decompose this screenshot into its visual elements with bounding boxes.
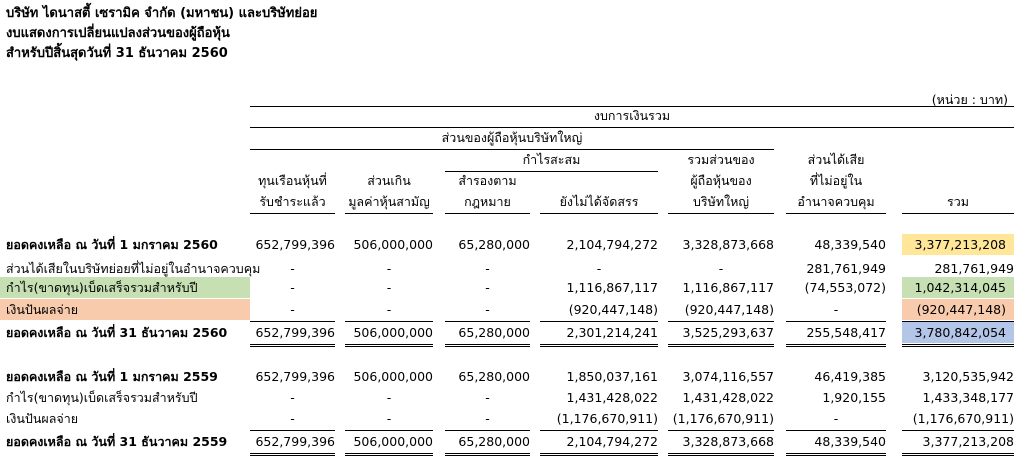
cell-legal-reserve: - <box>485 390 490 405</box>
column-header-paid-up-capital-line: รับชำระแล้ว <box>259 194 326 209</box>
column-header-parent-equity-total-line: รวมส่วนของ <box>687 152 755 167</box>
subtotal-rule <box>786 321 886 322</box>
column-header-non-controlling-interest-line: ที่ไม่อยู่ใน <box>809 173 863 188</box>
cell-parent-equity-total: 3,328,873,668 <box>682 237 774 252</box>
table-row <box>0 258 1024 279</box>
row-label: ยอดคงเหลือ ณ วันที่ 31 ธันวาคม 2560 <box>6 325 228 340</box>
subtotal-rule <box>540 321 658 322</box>
total-double-rule <box>902 453 1014 456</box>
cell-legal-reserve: 65,280,000 <box>458 369 530 384</box>
cell-paid-up-capital: - <box>290 280 295 295</box>
period-title: สำหรับปีสิ้นสุดวันที่ 31 ธันวาคม 2560 <box>6 46 228 61</box>
subtotal-rule <box>540 430 658 431</box>
cell-total: 281,761,949 <box>934 261 1014 276</box>
cell-share-premium: 506,000,000 <box>353 325 433 340</box>
table-row <box>0 234 1024 255</box>
cell-legal-reserve: - <box>485 280 490 295</box>
cell-total: 3,377,213,208 <box>902 234 1014 255</box>
total-double-rule <box>668 453 774 456</box>
total-double-rule <box>250 344 335 347</box>
cell-total: 3,780,842,054 <box>902 322 1014 343</box>
cell-legal-reserve: 65,280,000 <box>458 325 530 340</box>
cell-paid-up-capital: - <box>290 411 295 426</box>
group-header-consolidated: งบการเงินรวม <box>593 108 671 123</box>
subtotal-rule <box>668 430 774 431</box>
cell-unappropriated: 2,301,214,241 <box>566 325 658 340</box>
row-label: ยอดคงเหลือ ณ วันที่ 1 มกราคม 2560 <box>6 237 218 252</box>
row-label: เงินปันผลจ่าย <box>0 299 250 320</box>
subtotal-rule <box>668 321 774 322</box>
total-double-rule <box>250 453 335 456</box>
cell-unappropriated: 2,104,794,272 <box>566 237 658 252</box>
table-row <box>0 366 1024 387</box>
column-header-paid-up-capital-line: ทุนเรือนหุ้นที่ <box>258 173 327 188</box>
row-label: กำไร(ขาดทุน)เบ็ดเสร็จรวมสำหรับปี <box>0 277 250 298</box>
cell-non-controlling-interest: - <box>833 302 839 317</box>
row-label: ยอดคงเหลือ ณ วันที่ 31 ธันวาคม 2559 <box>6 434 228 449</box>
cell-paid-up-capital: - <box>290 302 295 317</box>
column-header-legal-reserve-line: สำรองตาม <box>458 173 517 188</box>
cell-parent-equity-total: 1,431,428,022 <box>682 390 774 405</box>
column-header-parent-equity-total-line: ผู้ถือหุ้นของ <box>690 173 752 188</box>
column-header-rule <box>786 213 886 214</box>
column-header-rule <box>902 213 1014 214</box>
rule-consolidated <box>250 106 1014 107</box>
cell-share-premium: - <box>386 261 392 276</box>
cell-share-premium: - <box>386 411 392 426</box>
cell-non-controlling-interest: 1,920,155 <box>822 390 886 405</box>
cell-share-premium: 506,000,000 <box>353 434 433 449</box>
table-row <box>0 387 1024 408</box>
cell-share-premium: 506,000,000 <box>353 237 433 252</box>
cell-paid-up-capital: - <box>290 390 295 405</box>
column-header-share-premium-line: มูลค่าหุ้นสามัญ <box>348 194 430 209</box>
cell-paid-up-capital: - <box>290 261 295 276</box>
cell-legal-reserve: 65,280,000 <box>458 434 530 449</box>
cell-unappropriated: 1,116,867,117 <box>566 280 658 295</box>
table-row <box>0 299 1024 320</box>
subtotal-rule <box>786 430 886 431</box>
cell-legal-reserve: - <box>485 411 490 426</box>
row-label: กำไร(ขาดทุน)เบ็ดเสร็จรวมสำหรับปี <box>6 390 198 405</box>
column-header-unappropriated-line: ยังไม่ได้จัดสรร <box>559 194 639 209</box>
total-double-rule <box>786 453 886 456</box>
column-header-rule <box>540 213 658 214</box>
total-double-rule <box>345 453 433 456</box>
column-header-share-premium-line: ส่วนเกิน <box>367 173 411 188</box>
cell-total: (920,447,148) <box>902 299 1014 320</box>
column-header-rule <box>668 213 774 214</box>
subtotal-rule <box>445 430 530 431</box>
cell-paid-up-capital: 652,799,396 <box>255 369 335 384</box>
total-double-rule <box>668 344 774 347</box>
subtotal-rule <box>250 430 335 431</box>
cell-share-premium: - <box>386 302 392 317</box>
cell-non-controlling-interest: 48,339,540 <box>814 434 886 449</box>
cell-paid-up-capital: 652,799,396 <box>255 434 335 449</box>
cell-non-controlling-interest: 281,761,949 <box>806 261 886 276</box>
cell-unappropriated: 1,431,428,022 <box>566 390 658 405</box>
report-header <box>6 4 317 64</box>
cell-unappropriated: 2,104,794,272 <box>566 434 658 449</box>
column-header-rule <box>445 213 530 214</box>
table-row <box>0 322 1024 343</box>
total-double-rule <box>540 453 658 456</box>
column-header-rule <box>250 213 335 214</box>
cell-non-controlling-interest: - <box>833 411 839 426</box>
cell-parent-equity-total: - <box>718 261 724 276</box>
table-row <box>0 277 1024 298</box>
subtotal-rule <box>902 430 1014 431</box>
group-header-retained-earnings: กำไรสะสม <box>522 152 581 167</box>
subtotal-rule <box>902 321 1014 322</box>
cell-total: 1,042,314,045 <box>902 277 1014 298</box>
statement-title: งบแสดงการเปลี่ยนแปลงส่วนของผู้ถือหุ้น <box>6 26 230 41</box>
cell-parent-equity-total: 3,074,116,557 <box>682 369 774 384</box>
cell-legal-reserve: - <box>485 261 490 276</box>
table-row <box>0 431 1024 452</box>
cell-total: (1,176,670,911) <box>912 411 1014 426</box>
cell-unappropriated: - <box>596 261 602 276</box>
unit-label: (หน่วย : บาท) <box>931 92 1008 107</box>
total-double-rule <box>902 344 1014 347</box>
cell-paid-up-capital: 652,799,396 <box>255 325 335 340</box>
company-name: บริษัท ไดนาสตี้ เซรามิค จำกัด (มหาชน) และบริษัทย่อย <box>6 6 318 21</box>
cell-non-controlling-interest: (74,553,072) <box>804 280 886 295</box>
row-label: เงินปันผลจ่าย <box>6 411 79 426</box>
cell-parent-equity-total: 3,525,293,637 <box>682 325 774 340</box>
row-label: ส่วนได้เสียในบริษัทย่อยที่ไม่อยู่ในอำนาจควบคุม <box>6 261 261 276</box>
cell-paid-up-capital: 652,799,396 <box>255 237 335 252</box>
cell-non-controlling-interest: 46,419,385 <box>814 369 886 384</box>
subtotal-rule <box>345 430 433 431</box>
cell-parent-equity-total: 1,116,867,117 <box>682 280 774 295</box>
cell-unappropriated: (1,176,670,911) <box>556 411 658 426</box>
column-header-legal-reserve-line: กฎหมาย <box>464 194 511 209</box>
cell-share-premium: 506,000,000 <box>353 369 433 384</box>
cell-unappropriated: (920,447,148) <box>568 302 658 317</box>
total-double-rule <box>345 344 433 347</box>
column-header-rule <box>345 213 433 214</box>
total-double-rule <box>786 344 886 347</box>
cell-parent-equity-total: 3,328,873,668 <box>682 434 774 449</box>
subtotal-rule <box>250 321 335 322</box>
column-header-total-line: รวม <box>947 194 969 209</box>
cell-share-premium: - <box>386 390 392 405</box>
cell-unappropriated: 1,850,037,161 <box>566 369 658 384</box>
cell-legal-reserve: - <box>485 302 490 317</box>
cell-parent-equity-total: (920,447,148) <box>684 302 774 317</box>
column-header-parent-equity-total-line: บริษัทใหญ่ <box>692 194 750 209</box>
cell-non-controlling-interest: 255,548,417 <box>806 325 886 340</box>
cell-total: 3,120,535,942 <box>922 369 1014 384</box>
subtotal-rule <box>445 321 530 322</box>
cell-non-controlling-interest: 48,339,540 <box>814 237 886 252</box>
cell-legal-reserve: 65,280,000 <box>458 237 530 252</box>
group-header-parent-equity: ส่วนของผู้ถือหุ้นบริษัทใหญ่ <box>441 130 583 145</box>
column-header-non-controlling-interest-line: ส่วนได้เสีย <box>807 152 865 167</box>
cell-share-premium: - <box>386 280 392 295</box>
cell-total: 3,377,213,208 <box>922 434 1014 449</box>
cell-parent-equity-total: (1,176,670,911) <box>672 411 774 426</box>
total-double-rule <box>540 344 658 347</box>
cell-total: 1,433,348,177 <box>922 390 1014 405</box>
row-label: ยอดคงเหลือ ณ วันที่ 1 มกราคม 2559 <box>6 369 218 384</box>
total-double-rule <box>445 344 530 347</box>
table-row <box>0 408 1024 429</box>
column-header-non-controlling-interest-line: อำนาจควบคุม <box>797 194 875 209</box>
subtotal-rule <box>345 321 433 322</box>
total-double-rule <box>445 453 530 456</box>
